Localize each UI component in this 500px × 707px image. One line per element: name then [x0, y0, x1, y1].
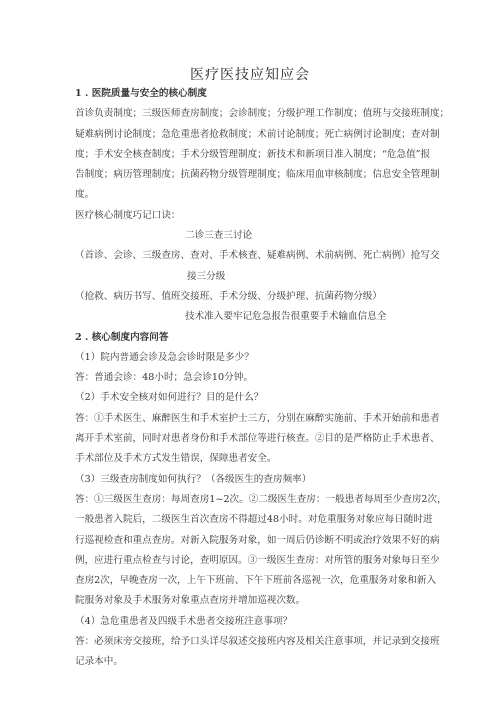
answer-3-line: 答：①三级医生查房：每周查房1~2次。②二级医生查房：一般患者每周至少查房2次， — [75, 493, 447, 505]
mnemonic-line: 技术准入要牢记危急报告很重要手术输血信息全 — [185, 311, 387, 323]
page-title: 医疗医技应知应会 — [190, 67, 310, 83]
answer-3-line: 院服务对象及手术服务对象重点查房并增加巡视次数。 — [75, 595, 306, 607]
answer-4-line: 答：必须床旁交接班，给予口头详尽叙述交接班内容及相关注意事项，并记录到交接班 — [75, 636, 440, 648]
answer-3-line: 查房2次，早晚查房一次，上午下班前、下午下班前各巡视一次，危重服务对象和新入 — [75, 575, 437, 587]
section-1-heading: 1 . 医院质量与安全的核心制度 — [75, 88, 207, 99]
para1-line: 疑难病例讨论制度；急危重患者抢救制度；术前讨论制度；死亡病例讨论制度；查对制 — [75, 128, 440, 140]
answer-3-line: 例，应进行重点检查与讨论，查明原因。③一级医生查房：对所管的服务对象每日至少 — [75, 554, 440, 566]
mnemonic-line: 二诊三查三讨论 — [185, 230, 253, 242]
answer-1: 答：普通会诊：48小时；急会诊10分钟。 — [75, 372, 253, 384]
answer-2-line: 离开手术室前，同时对患者身份和手术部位等进行核查。②目的是严格防止手术患者、 — [75, 433, 440, 445]
para1-line: 度。 — [75, 189, 95, 201]
question-3: （3）三级查房制度如何执行？（各级医生的查房频率） — [75, 473, 312, 485]
answer-2-line: 答：①手术医生、麻醉医生和手术室护士三方，分别在麻醉实施前、手术开始前和患者 — [75, 412, 440, 424]
para1-line: 度；手术安全核查制度；手术分级管理制度；新技术和新项目准入制度；“危急值”报 — [75, 148, 431, 160]
mnemonic-line: 接三分级 — [187, 270, 226, 282]
question-2: （2）手术安全核对如何进行？目的是什么？ — [75, 392, 264, 404]
section-2-heading: 2 . 核心制度内容问答 — [75, 331, 169, 343]
answer-4-line: 记录本中。 — [75, 656, 123, 668]
mnemonic-line: （抢救、病历书写、值班交接班、手术分级、分级护理、抗菌药物分级） — [75, 290, 382, 302]
question-1: （1）院内普通会诊及急会诊时限是多少？ — [75, 351, 254, 363]
para1-line: 首诊负责制度；三级医师查房制度；会诊制度；分级护理工作制度；值班与交接班制度； — [75, 108, 450, 120]
answer-2-line: 手术部位及手术方式发生错误，保障患者安全。 — [75, 453, 277, 465]
mnemonic-intro: 医疗核心制度巧记口诀： — [75, 209, 181, 221]
document-body — [75, 84, 450, 673]
answer-3-line: 一般患者入院后，二级医生首次查房不得超过48小时。对危重服务对象应每日随时进 — [75, 514, 433, 526]
para1-line: 告制度；病历管理制度；抗菌药物分级管理制度；临床用血审核制度；信息安全管理制 — [75, 169, 440, 181]
mnemonic-line: （首诊、会诊、三级查房、查对、手术核查、疑难病例、术前病例、死亡病例）抢写交 — [75, 250, 440, 262]
answer-3-line: 行巡视检查和重点查房。对新入院服务对象，如一周后仍诊断不明或治疗效果不好的病 — [75, 534, 440, 546]
question-4: （4）急危重患者及四级手术患者交接班注意事项？ — [75, 615, 293, 627]
